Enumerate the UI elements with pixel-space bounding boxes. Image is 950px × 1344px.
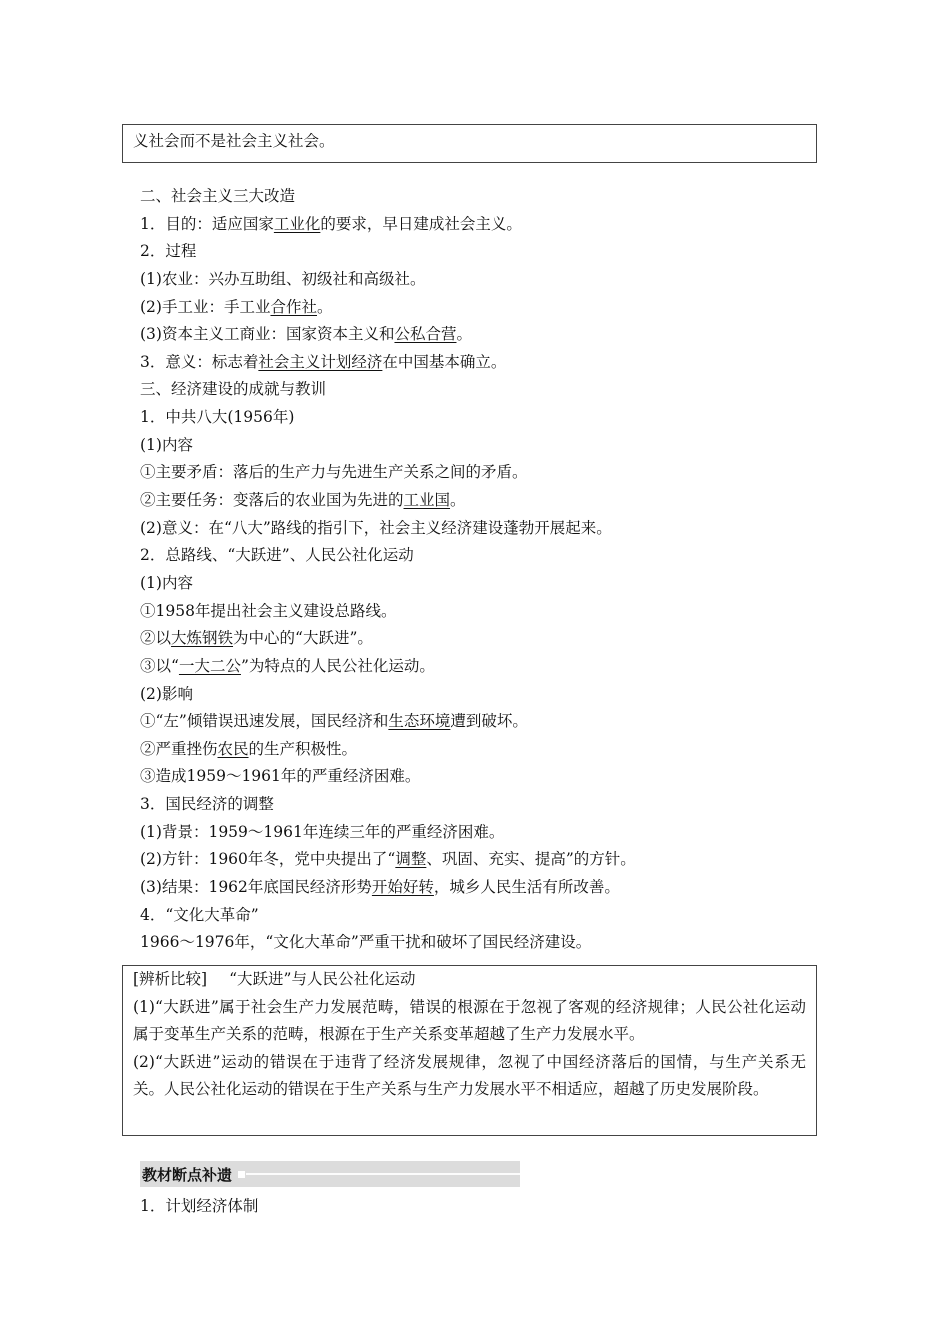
divider: [246, 1173, 520, 1175]
underlined-term: 工业化: [273, 214, 321, 233]
underlined-term: 调整: [395, 850, 427, 869]
commune-item: ③以“一大二公”为特点的人民公社化运动。: [140, 656, 435, 675]
comparison-topic: “大跃进”与人民公社化运动: [229, 970, 416, 988]
continued-note-box: [122, 124, 817, 163]
great-leap-item: ②以大炼钢铁为中心的“大跃进”。: [140, 629, 373, 648]
underlined-term: 一大二公: [178, 656, 241, 675]
supplement-section-title: 教材断点补遗: [142, 1165, 233, 1184]
square-bullet-icon: [238, 1171, 245, 1178]
section-heading-three: 三、经济建设的成就与教训: [140, 380, 327, 399]
adjustment-policy: (2)方针：1960年冬，党中央提出了“调整、巩固、充实、提高”的方针。: [140, 850, 636, 869]
adjustment-result: (3)结果：1962年底国民经济形势开始好转，城乡人民生活有所改善。: [140, 878, 620, 897]
continued-note-text: 义社会而不是社会主义社会。: [133, 132, 335, 150]
underlined-term: 工业国: [403, 491, 451, 510]
impact-subheading: (2)影响: [140, 684, 193, 703]
purpose-line: 1．目的：适应国家工业化的要求，早日建成社会主义。: [140, 214, 522, 233]
capitalist-commerce-line: (3)资本主义工商业：国家资本主义和公私合营。: [140, 325, 472, 344]
supplement-section-bar: [140, 1161, 520, 1187]
main-content: [140, 183, 830, 957]
underlined-term: 公私合营: [394, 325, 457, 344]
eighth-congress-heading: 1．中共八大(1956年): [140, 408, 295, 427]
impact-item-3: ③造成1959～1961年的严重经济困难。: [140, 767, 421, 786]
underlined-term: 生态环境: [388, 712, 451, 731]
impact-item-1: ①“左”倾错误迅速发展，国民经济和生态环境遭到破坏。: [140, 712, 528, 731]
comparison-paragraph-1: (1)“大跃进”属于社会生产力发展范畴，错误的根源在于忽视了客观的经济规律；人民公社化运动属于变革生产关系的范畴，根源在于生产关系变革超越了生产力发展水平。: [133, 997, 806, 1044]
process-heading: 2．过程: [140, 242, 197, 261]
impact-item-2: ②严重挫伤农民的生产积极性。: [140, 739, 358, 758]
underlined-term: 社会主义计划经济: [258, 352, 383, 371]
main-task-line: ②主要任务：变落后的农业国为先进的工业国。: [140, 491, 466, 510]
planned-economy-heading: 1．计划经济体制: [140, 1197, 259, 1215]
comparison-paragraph-2: (2)“大跃进”运动的错误在于违背了经济发展规律，忽视了中国经济落后的国情，与生产关系无关。人民公社化运动的错误在于生产关系与生产力发展水平不相适应，超越了历史发展阶段。: [133, 1052, 806, 1099]
content-subheading-2: (1)内容: [140, 573, 193, 592]
significance-line: 3．意义：标志着社会主义计划经济在中国基本确立。: [140, 352, 507, 371]
section-heading-two: 二、社会主义三大改造: [140, 187, 296, 205]
cultural-revolution-line: 1966～1976年，“文化大革命”严重干扰和破坏了国民经济建设。: [140, 933, 592, 952]
agriculture-line: (1)农业：兴办互助组、初级社和高级社。: [140, 269, 426, 288]
content-subheading: (1)内容: [140, 435, 193, 454]
handicraft-line: (2)手工业：手工业合作社。: [140, 297, 333, 316]
underlined-term: 农民: [217, 739, 249, 758]
general-line-item: ①1958年提出社会主义建设总路线。: [140, 601, 397, 620]
comparison-tag: [辨析比较]: [133, 970, 208, 988]
underlined-term: 大炼钢铁: [171, 629, 234, 648]
main-contradiction-line: ①主要矛盾：落后的生产力与先进生产关系之间的矛盾。: [140, 463, 528, 482]
cultural-revolution-heading: 4．“文化大革命”: [140, 905, 259, 924]
general-line-heading: 2．总路线、“大跃进”、人民公社化运动: [140, 546, 414, 565]
underlined-term: 开始好转: [371, 878, 434, 897]
underlined-term: 合作社: [270, 297, 317, 316]
congress-significance-line: (2)意义：在“八大”路线的指引下，社会主义经济建设蓬勃开展起来。: [140, 518, 612, 537]
adjustment-heading: 3．国民经济的调整: [140, 795, 274, 814]
adjustment-background: (1)背景：1959～1961年连续三年的严重经济困难。: [140, 822, 505, 841]
comparison-title: [133, 966, 806, 994]
comparison-box: [122, 965, 817, 1136]
